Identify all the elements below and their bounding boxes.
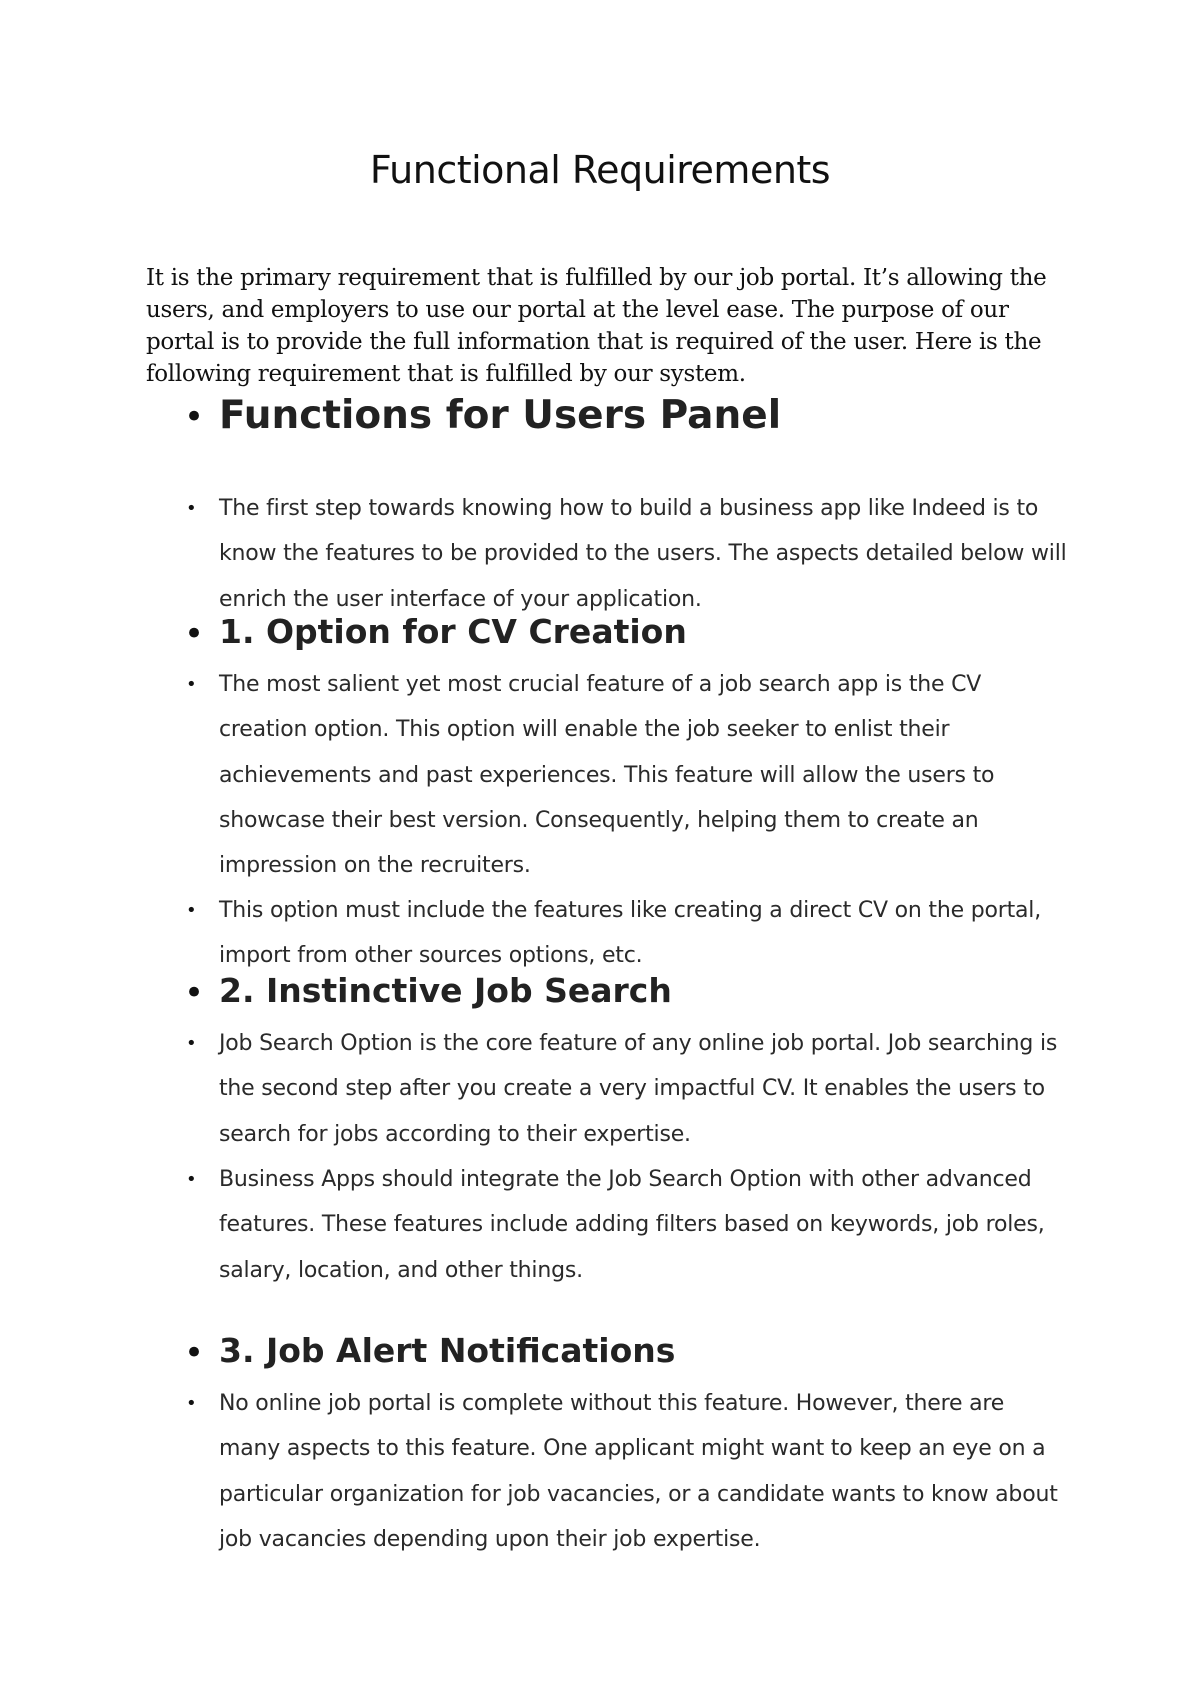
bullet-icon: • bbox=[184, 1333, 205, 1373]
bullet-icon: • bbox=[184, 614, 205, 654]
bullet-icon: • bbox=[184, 397, 205, 437]
list-item-text: The most salient yet most crucial feature of a job search app is the CV creation option. This option will enable the job seeker to enlist their achievements and past experiences. This feature will allow the users to showcase their best version. Consequently, helping them to create an impression on the recruiters. bbox=[219, 672, 995, 879]
list-item-text: The first step towards knowing how to build a business app like Indeed is to know the features to be provided to the users. The aspects detailed below will enrich the user interface of your application. bbox=[219, 496, 1067, 612]
bullet-icon: • bbox=[186, 1393, 197, 1414]
section-heading-text: 1. Option for CV Creation bbox=[219, 612, 687, 651]
list-item-text: Job Search Option is the core feature of any online job portal. Job searching is the second step after you create a very impactful CV. It enables the users to search for jobs according to their expertise. bbox=[219, 1031, 1058, 1147]
list-item-text: This option must include the features like creating a direct CV on the portal, import from other sources options, etc. bbox=[219, 898, 1042, 969]
section-heading-text: Functions for Users Panel bbox=[219, 393, 782, 438]
bullet-icon: • bbox=[184, 973, 205, 1013]
bullet-icon: • bbox=[186, 674, 197, 695]
bullet-icon: • bbox=[186, 900, 197, 921]
list-item-text: No online job portal is complete without this feature. However, there are many aspects to this feature. One applicant might want to keep an eye on a particular organization for job vacancies, or a candidate wants to know about job vacancies depending upon their job expertise. bbox=[219, 1391, 1058, 1552]
bullet-icon: • bbox=[186, 1033, 197, 1054]
intro-paragraph: It is the primary requirement that is fulfilled by our job portal. It’s allowing the users, and employers to use our portal at the level ease. The purpose of our portal is to provide the full information that is required of the user. Here is the following requirement that is fulfilled by our system. bbox=[146, 265, 1047, 387]
bullet-icon: • bbox=[186, 1169, 197, 1190]
section-heading-text: 2. Instinctive Job Search bbox=[219, 971, 672, 1010]
bullet-icon: • bbox=[186, 498, 197, 519]
list-item-text: Business Apps should integrate the Job Search Option with other advanced features. These features include adding filters based on keywords, job roles, salary, location, and other things. bbox=[219, 1167, 1045, 1283]
section-heading-text: 3. Job Alert Notifications bbox=[219, 1331, 676, 1370]
document-title: Functional Requirements bbox=[369, 148, 831, 192]
